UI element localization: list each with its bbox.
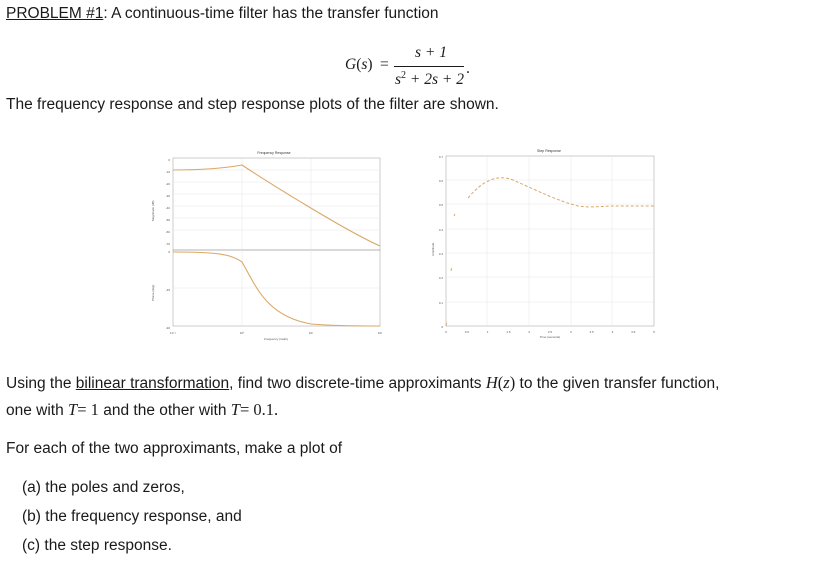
mag-tick: -50 bbox=[165, 218, 170, 222]
mag-tick: 0 bbox=[168, 158, 170, 162]
mag-tick: -10 bbox=[165, 170, 170, 174]
step-response-plot bbox=[428, 146, 660, 344]
mag-tick: -70 bbox=[165, 242, 170, 246]
step-x-tick: 1 bbox=[486, 330, 489, 334]
bilinear-transformation-link[interactable]: bilinear transformation bbox=[75, 375, 230, 392]
mag-ylabel: Magnitude (dB) bbox=[151, 200, 155, 221]
freq-x-tick: 10¹ bbox=[308, 331, 314, 335]
fraction-bar bbox=[394, 66, 464, 67]
phase-ylabel: Phase (deg) bbox=[151, 284, 155, 301]
frequency-response-plot bbox=[146, 146, 388, 344]
phase-tick: -45 bbox=[165, 288, 170, 292]
task-line2-a: one with bbox=[6, 402, 64, 419]
step-x-tick: 4.5 bbox=[631, 330, 636, 334]
mag-tick: -60 bbox=[165, 230, 170, 234]
phase-tick: 0 bbox=[168, 250, 170, 254]
magnitude-gridlines bbox=[173, 158, 380, 250]
task-line2-b: and the other with bbox=[103, 402, 227, 419]
step-title: Step Response bbox=[537, 149, 561, 153]
hz-expression: H(z) bbox=[485, 373, 516, 392]
step-curve bbox=[446, 178, 654, 326]
step-x-tick: 4 bbox=[611, 330, 614, 334]
T1-var: T bbox=[68, 400, 78, 419]
freq-x-tick: 10⁻¹ bbox=[170, 331, 176, 335]
phase-tick: -90 bbox=[165, 326, 170, 330]
task-mid: , find two discrete-time approximants bbox=[229, 375, 482, 392]
step-x-tick: 5 bbox=[653, 330, 655, 334]
step-x-tick: 1.5 bbox=[506, 330, 511, 334]
mag-tick: -30 bbox=[165, 194, 170, 198]
step-x-tick: 0.5 bbox=[464, 330, 469, 334]
freq-x-tick: 10² bbox=[377, 331, 383, 335]
mag-tick: -20 bbox=[165, 182, 170, 186]
T2-var: T bbox=[230, 400, 240, 419]
phase-curve bbox=[173, 252, 380, 326]
T1-eq: = 1 bbox=[77, 400, 99, 419]
step-response-svg bbox=[428, 146, 660, 344]
step-y-tick: 0.3 bbox=[438, 252, 443, 256]
transfer-function-equation bbox=[0, 0, 816, 100]
step-ylabel: Amplitude bbox=[431, 242, 435, 256]
T2-eq: = 0.1. bbox=[239, 400, 279, 419]
equation-period: . bbox=[466, 60, 470, 77]
magnitude-curve bbox=[173, 165, 380, 246]
list-marker: (c) bbox=[22, 537, 41, 554]
freq-xlabel: Frequency (rad/s) bbox=[264, 337, 288, 341]
equation-denominator: $s^2 + 2s + 2$ bbox=[395, 70, 464, 89]
step-x-tick: 2.5 bbox=[547, 330, 553, 334]
freq-title: Frequency Response bbox=[257, 151, 291, 155]
frequency-response-svg bbox=[146, 146, 388, 344]
problem-colon: : bbox=[103, 5, 108, 22]
step-x-tick: 3 bbox=[569, 330, 572, 334]
plots-sentence: The frequency response and step response plots of the filter are shown. bbox=[6, 96, 499, 113]
problem-intro: A continuous-time filter has the transfer function bbox=[111, 5, 439, 22]
list-text: the frequency response, and bbox=[45, 508, 242, 525]
step-panel bbox=[446, 156, 654, 326]
step-y-tick: 0.7 bbox=[438, 155, 443, 159]
step-y-tick: 0.1 bbox=[438, 301, 443, 305]
list-item bbox=[22, 479, 185, 497]
task-pre: Using the bbox=[6, 375, 72, 392]
task-line-2 bbox=[6, 400, 278, 420]
step-y-tick: 0.4 bbox=[438, 228, 443, 232]
list-marker: (b) bbox=[22, 508, 41, 525]
for-each-sentence: For each of the two approximants, make a plot of bbox=[6, 440, 343, 457]
step-x-tick: 2 bbox=[528, 330, 531, 334]
step-x-tick: 3.5 bbox=[589, 330, 594, 334]
step-gridlines bbox=[446, 156, 654, 326]
freq-x-tick: 10⁰ bbox=[239, 331, 245, 335]
equation-numerator: s + 1 bbox=[415, 44, 447, 61]
list-item bbox=[22, 508, 242, 526]
mag-tick: -40 bbox=[165, 206, 170, 210]
list-item bbox=[22, 537, 172, 555]
step-xlabel: Time (seconds) bbox=[539, 335, 561, 339]
phase-gridlines bbox=[173, 250, 380, 326]
problem-label: PROBLEM #1 bbox=[6, 5, 104, 22]
step-y-tick: 0 bbox=[441, 325, 443, 329]
step-x-tick: 0 bbox=[445, 330, 447, 334]
task-line-1 bbox=[6, 373, 719, 393]
equation-equals: = bbox=[380, 56, 389, 73]
step-y-tick: 0.5 bbox=[438, 203, 443, 207]
step-y-tick: 0.6 bbox=[438, 179, 443, 183]
step-y-tick: 0.2 bbox=[438, 276, 443, 280]
task-post: to the given transfer function, bbox=[519, 375, 720, 392]
equation-lhs: G(s) bbox=[345, 56, 373, 73]
list-text: the step response. bbox=[44, 537, 172, 554]
list-text: the poles and zeros, bbox=[45, 479, 185, 496]
list-marker: (a) bbox=[22, 479, 41, 496]
magnitude-panel bbox=[173, 158, 380, 250]
